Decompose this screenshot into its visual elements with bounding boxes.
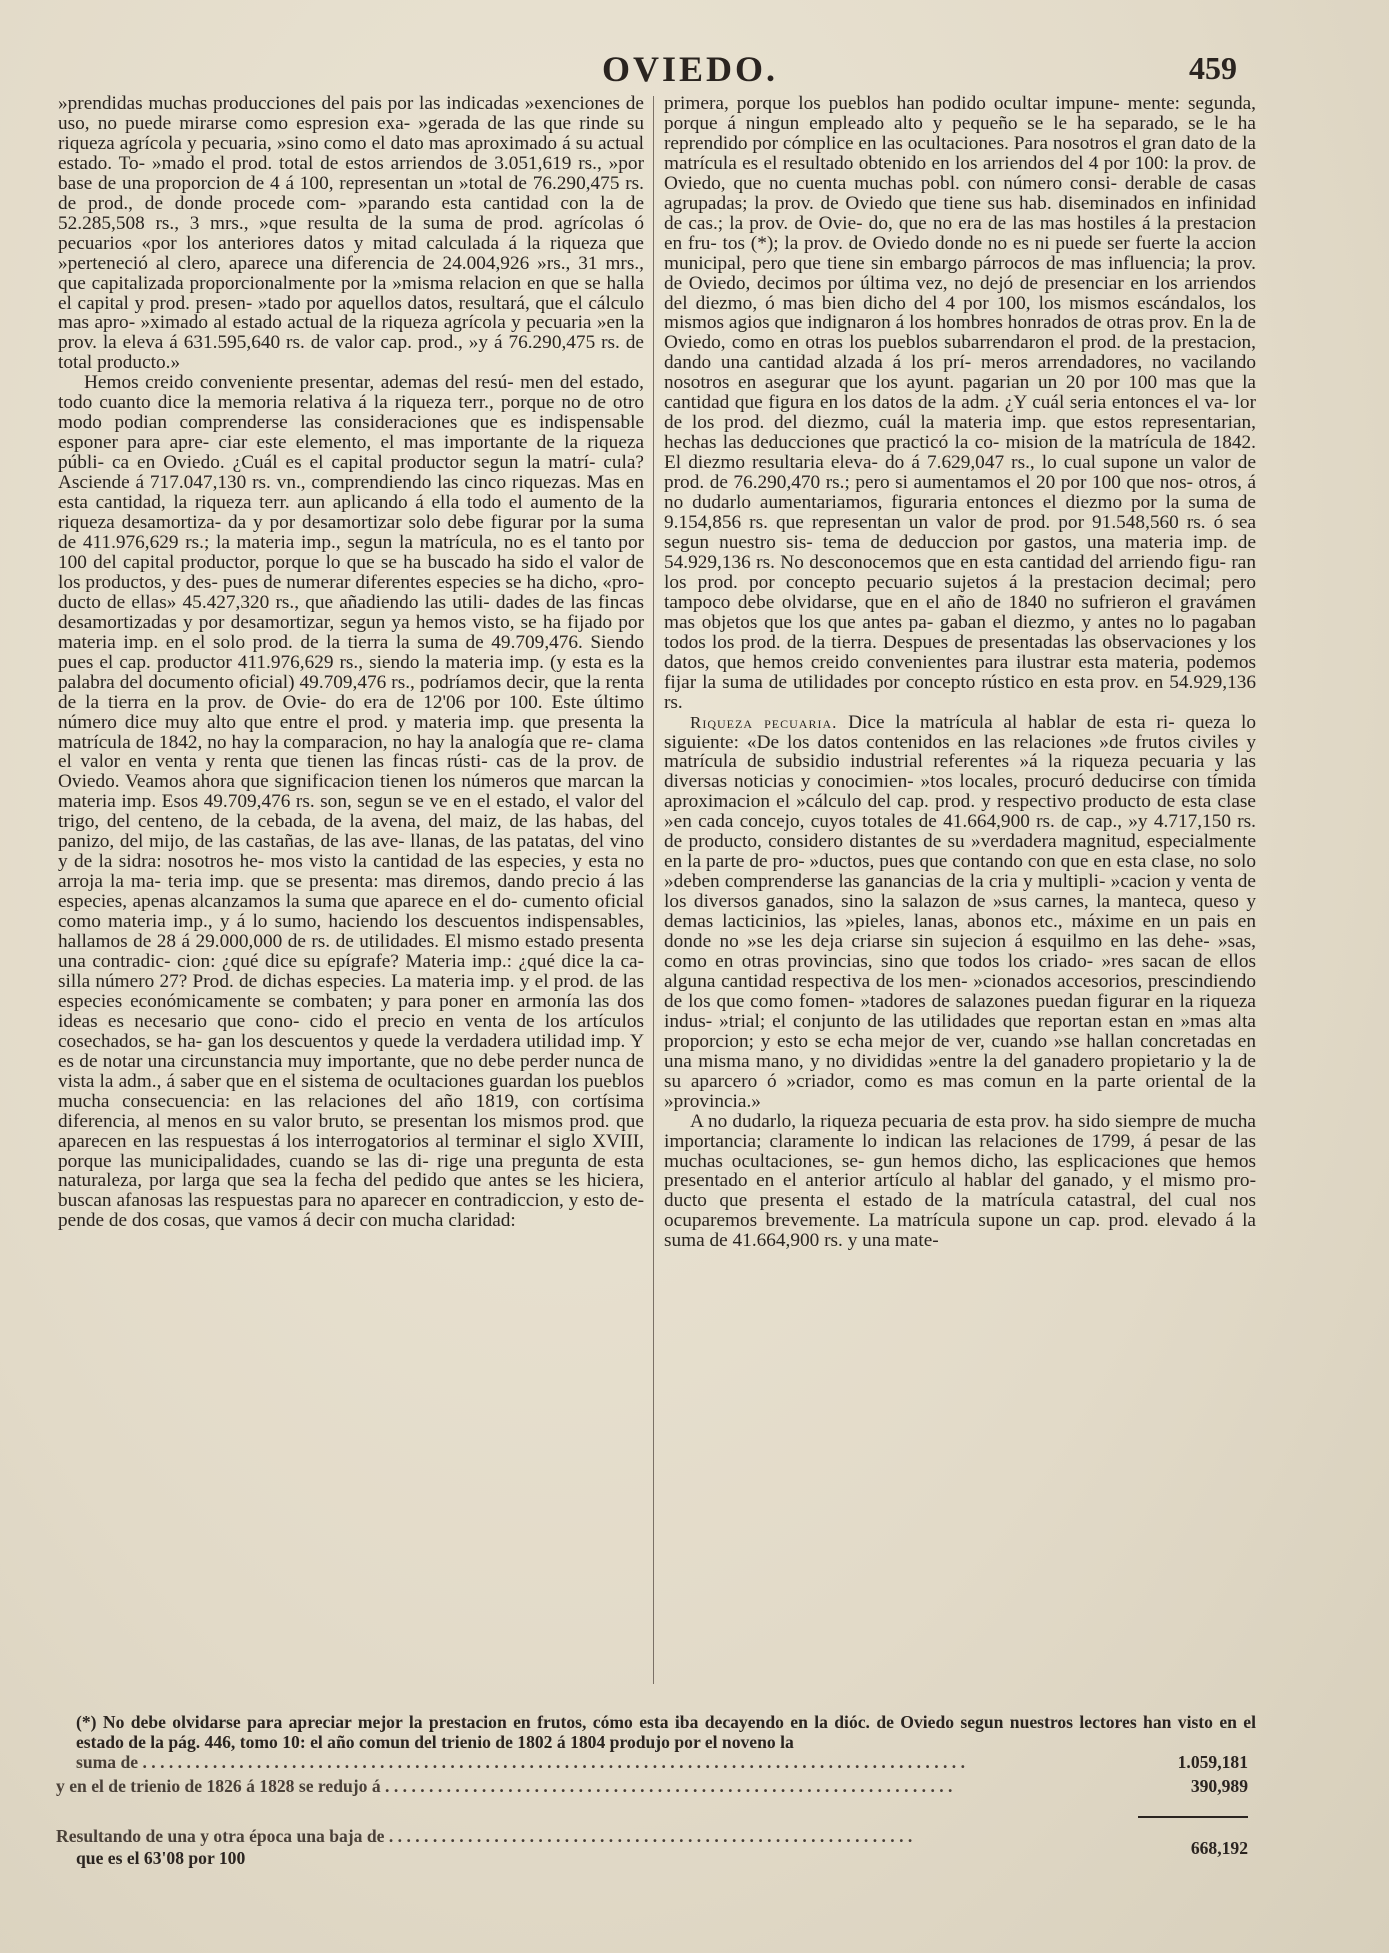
footnote bbox=[56, 1712, 1256, 1942]
footnote-result-value: 668,192 bbox=[1190, 1838, 1248, 1858]
footnote-row-label: y en el de trienio de 1826 á 1828 se redujo á bbox=[56, 1776, 381, 1796]
right-paragraph-1: primera, porque los pueblos han podido ocultar impune- mente: segunda, porque á ningun empleado alto y pequeño se le ha separado, se le ha reprendido por cómplice en las ocultaciones. Para nosotros el gran dato de la matrícula es el resultado obtenido en los arriendos del 4 por 100: la prov. de Oviedo, que no cuenta muchas pobl. con número consi- derable de casas agrupadas; la prov. de Oviedo que tiene sus hab. diseminados en infinidad de cas.; la prov. de Ovie- do, que no era de las mas hostiles á la prestacion en fru- tos (*); la prov. de Oviedo donde no es ni puede ser fuerte la accion municipal, pero que tiene sin embargo párrocos de mas influencia; la prov. de Oviedo, decimos por última vez, no dejó de presenciar en los arriendos del diezmo, ó mas bien dicho del 4 por 100, los mismos escándalos, los mismos agios que indignaron á los hombres honrados de otras prov. En la de Oviedo, como en otras los pueblos subarrendaron el prod. de la prestacion, dando una cantidad alzada á los prí- meros arrendadores, no vacilando nosotros en asegurar que los ayunt. pagarian un 20 por 100 mas que la cantidad que figura en los datos de la adm. ¿Y cuál seria entonces el va- lor de los prod. del diezmo, cuál la materia imp. que estos representarian, hechas las deducciones que practicó la co- mision de la matrícula de 1842. El diezmo resultaria eleva- do á 7.629,047 rs., lo cual supone un valor de prod. de 76.290,470 rs.; pero si aumentamos el 20 por 100 que nos- otros, á no dudarlo aumentariamos, figuraria entonces el diezmo por la suma de 9.154,856 rs. que representan un valor de prod. por 91.548,560 rs. ó sea segun nuestro sis- tema de deduccion por gastos, una materia imp. de 54.929,136 rs. No desconocemos que en esta cantidad del arriendo figu- ran los prod. por concepto pecuario sujetos á la prestacion decimal; pero tampoco debe olvidarse, que en el año de 1840 no sufrieron el gravámen mas objetos que los que antes pa- gaban el diezmo, y antes no lo pagaban todos los prod. de la tierra. Despues de presentadas las observaciones y los datos, que hemos creido convenientes para ilustrar esta materia, podemos fijar la suma de utilidades por concepto rústico en esta prov. en 54.929,136 rs. bbox=[664, 94, 1256, 713]
right-paragraph-3: A no dudarlo, la riqueza pecuaria de esta prov. ha sido siempre de mucha importancia; claramente lo indican las relaciones de 1799, á pesar de las muchas ocultaciones, se- gun hemos dicho, las esplicaciones que hemos presentado en el anterior artículo al hablar del ganado, y el mismo pro- ducto que presenta el estado de la matrícula catastral, del cual nos ocuparemos brevemente. La matrícula supone un cap. prod. elevado á la suma de 41.664,900 rs. y una mate- bbox=[664, 1110, 1256, 1252]
left-paragraph-2: Hemos creido conveniente presentar, ademas del resú- men del estado, todo cuanto dice la memoria relativa á la riqueza terr., porque no de otro modo podian comprenderse las consideraciones que es indispensable esponer para apre- ciar este elemento, el mas importante de la riqueza públi- ca en Oviedo. ¿Cuál es el capital productor segun la matrí- cula? Asciende á 717.047,130 rs. vn., comprendiendo las cinco riquezas. Mas en esta cantidad, la riqueza terr. aun aplicando á ella todo el aumento de la riqueza desamortiza- da y por desamortizar solo debe figurar por la suma de 411.976,629 rs.; la materia imp., segun la matrícula, no es el tanto por 100 del capital productor, porque lo que se ha buscado ha sido el valor de los productos, y des- pues de numerar diferentes especies se ha dicho, «pro- ducto de ellas» 45.427,320 rs., que añadiendo las utili- dades de las fincas desamortizadas y por desamortizar, segun ya hemos visto, se ha fijado por materia imp. en el solo prod. de la tierra la suma de 49.709,476. Siendo pues el cap. productor 411.976,629 rs., siendo la materia imp. (y esta es la palabra del documento oficial) 49.709,476 rs., podríamos decir, que la renta de la tierra en la prov. de Ovie- do era de 12'06 por 100. Este último número dice muy alto que entre el prod. y materia imp. que presenta la matrícula de 1842, no hay la comparacion, no hay la analogía que re- clama el valor en venta y renta que tienen las fincas rústi- cas de la prov. de Oviedo. Veamos ahora que significacion tienen los números que marcan la materia imp. Esos 49.709,476 rs. son, segun se ve en el estado, el valor del trigo, del centeno, de la cebada, de la avena, del maiz, de las habas, del panizo, del mijo, de las castañas, de las ave- llanas, de las patatas, del vino y de la sidra: nosotros he- mos visto la cantidad de las especies, y esta no arroja la ma- teria imp. que se presenta: mas diremos, dando precio á las especies, apenas alcanzamos la suma que aparece en el do- cumento oficial como materia imp., y á lo sumo, haciendo los descuentos indispensables, hallamos de 28 á 29.000,000 de rs. de utilidades. El mismo estado presenta una contradic- cion: ¿qué dice su epígrafe? Materia imp.: ¿qué dice la ca- silla número 27? Prod. de dichas especies. La materia imp. y el prod. de las especies económicamente se combaten; y para poner en armonía las dos ideas es necesario que cono- cido el precio en venta de los artículos cosechados, se ha- gan los descuentos y quede la verdadera utilidad imp. Y es de notar una circunstancia muy importante, que no debe perder nunca de vista la adm., á saber que en el sistema de ocultaciones guardan los pueblos mucha consecuencia: en las relaciones del año 1819, con cortísima diferencia, al menos en su valor bruto, se presentan los mismos prod. que aparecen en las respuestas á los interrogatorios al terminar el siglo XVIII, porque las municipalidades, cuando se las di- rige una pregunta de esta naturaleza, por larga que sea la fecha del pedido que antes se les hiciera, buscan afanosas las respuestas para no aparecer en contradiccion, y esto de- pende de dos cosas, que vamos á decir con mucha claridad: bbox=[58, 372, 644, 1232]
footnote-row-sum bbox=[76, 1752, 1256, 1774]
column-divider bbox=[653, 96, 654, 1684]
left-column bbox=[58, 94, 644, 1686]
right-paragraph-2-text: Dice la matrícula al hablar de esta ri- queza lo siguiente: «De los datos contenidos en las relaciones »de frutos civiles y matrícula de subsidio industrial referentes »á la riqueza pecuaria y las diversas noticias y conocimien- »tos locales, procuró deducirse con tímida aproximacion el »cálculo del cap. prod. y respectivo producto de esta clase »en cada concejo, cuyos totales de 41.664,900 rs. de cap., »y 4.717,150 rs. de producto, considero distantes de su »verdadera magnitud, especialmente en la parte de pro- »ductos, pues que contando con que en esta clase, no solo »deben comprenderse las ganancias de la cria y multipli- »cacion y venta de los diversos ganados, sino la salazon de »sus carnes, la manteca, queso y demas lacticinios, las »pieles, lanas, abonos etc., máxime en un pais en donde no »se les deja criarse sin sujecion á esquilmo en las dehe- »sas, como en otras provincias, sino que todos los criado- »res sacan de ellos alguna cantidad respectiva de los men- »cionados accesorios, prescindiendo de los que como fomen- »tadores de salazones puedan figurar en la riqueza indus- »trial; el conjunto de las utilidades que reportan estan en »mas alta proporcion; y esto se echa mejor de ver, cuando »se hallan concretadas en una misma mano, y no divididas »entre la del ganadero propietario y la de su aparcero ó »criador, como es mas comun en la parte oriental de la »provincia.» bbox=[664, 711, 1256, 1112]
page-title: OVIEDO. bbox=[601, 49, 779, 89]
right-column bbox=[664, 94, 1256, 1686]
section-heading: Riqueza pecuaria. bbox=[690, 712, 838, 732]
footnote-result-label: Resultando de una y otra época una baja de bbox=[56, 1826, 385, 1846]
footnote-row-percent bbox=[76, 1838, 1256, 1870]
footnote-row-label: suma de bbox=[76, 1752, 139, 1772]
footnote-percent-label: que es el 63'08 por 100 bbox=[76, 1848, 246, 1868]
footnote-row-value: 1.059,181 bbox=[1177, 1752, 1248, 1772]
left-paragraph-1: »prendidas muchas producciones del pais por las indicadas »exenciones de uso, no puede mirarse como espresion exa- »gerada de las que rinde su riqueza agrícola y pecuaria, »sino como el dato mas aproximado á su actual estado. To- »mado el prod. total de estos arriendos de 3.051,619 rs., »por base de una proporcion de 4 á 100, representan un »total de 76.290,475 rs. de prod., de donde procede com- »parando esta cantidad con la de 52.285,508 rs., 3 mrs., »que resulta de la suma de prod. agrícolas ó pecuarios «por los anteriores datos y mitad calculada á la riqueza que »perteneció al clero, aparece una diferencia de 24.004,926 »rs., 31 mrs., que capitalizada proporcionalmente por la »misma relacion en que se halla el capital y prod. presen- »tado por aquellos datos, resultará, que el cálculo mas apro- »ximado al estado actual de la riqueza agrícola y pecuaria »en la prov. la eleva á 631.595,640 rs. de valor cap. prod., »y á 76.290,475 rs. de total producto.» bbox=[58, 94, 644, 374]
leader-dots: suma de . . . . . . . . . . . . . . . . . . . . . . . . . . . . . . . . . . . . . . . . . . . . . . . . . . . . . . . . . . . . . . . . . . . . . . . . . . . . . . . . . . . . . . . . . . . . . . bbox=[76, 1752, 965, 1772]
footnote-row-result bbox=[56, 1826, 1256, 1848]
running-head bbox=[0, 44, 1389, 94]
leader-dots: Resultando de una y otra época una baja de . . . . . . . . . . . . . . . . . . . . . . . . . . . . . . . . . . . . . . . . . . . . . . . . . . . . . . . . . . . . bbox=[56, 1826, 913, 1846]
sum-rule bbox=[1138, 1816, 1248, 1818]
page-number: 459 bbox=[1189, 50, 1237, 86]
footnote-row-reduced bbox=[56, 1776, 1256, 1798]
footnote-text: (*) No debe olvidarse para apreciar mejor la prestacion en frutos, cómo esta iba decayendo en la dióc. de Oviedo segun nuestros lectores han visto en el estado de la pág. 446, tomo 10: el año comun del trienio de 1802 á 1804 produjo por el noveno la bbox=[76, 1712, 1256, 1752]
right-paragraph-2 bbox=[664, 713, 1256, 1112]
leader-dots: y en el de trienio de 1826 á 1828 se redujo á . . . . . . . . . . . . . . . . . . . . . . . . . . . . . . . . . . . . . . . . . . . . . . . . . . . . . . . . . . . . . . . . . bbox=[56, 1776, 953, 1796]
footnote-row-value: 390,989 bbox=[1190, 1776, 1248, 1796]
